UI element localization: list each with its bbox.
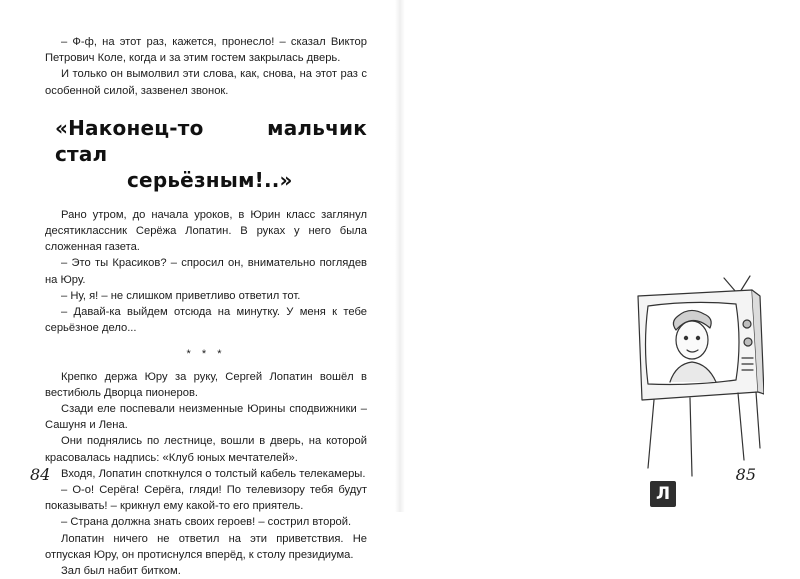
paragraph: Рано утром, до начала уроков, в Юрин класс заглянул десятиклассник Серёжа Лопатин. В руках у него была сложенная газета. xyxy=(45,208,367,254)
paragraph: – О-о! Серёга! Серёга, гляди! По телевизору тебя будут показывать! – крикнул ему какой-то его приятель. xyxy=(45,484,367,513)
page-number-left: 84 xyxy=(30,465,51,484)
tv-illustration xyxy=(632,272,764,482)
paragraph: Сзади еле поспевали неизменные Юрины сподвижники – Сашуня и Лена. xyxy=(45,403,367,432)
publisher-logo-watermark: Л xyxy=(650,481,676,507)
paragraph: – Давай-ка выйдем отсюда на минутку. У меня к тебе серьёзное дело... xyxy=(45,306,367,335)
page-number-right: 85 xyxy=(735,465,756,484)
paragraph: – Ф-ф, на этот раз, кажется, пронесло! – сказал Виктор Петрович Коле, когда и за этим гостем закрылась дверь. xyxy=(45,36,367,65)
section-separator: * * * xyxy=(186,348,226,361)
left-page xyxy=(0,0,400,578)
paragraph: Входя, Лопатин споткнулся о толстый кабель телекамеры. xyxy=(61,467,366,480)
paragraph: – Ну, я! – не слишком приветливо ответил тот. xyxy=(61,289,301,302)
paragraph: Они поднялись по лестнице, вошли в дверь, на которой красовалась надпись: «Клуб юных мечтателей». xyxy=(45,435,367,464)
chapter-heading xyxy=(55,115,367,193)
paragraph: – Страна должна знать своих героев! – сострил второй. xyxy=(61,516,352,529)
paragraph: Зал был набит битком. xyxy=(61,565,181,578)
paragraph: – Это ты Красиков? – спросил он, внимательно поглядев на Юру. xyxy=(45,257,367,286)
chapter-heading-line-1: «Наконец-то мальчик стал xyxy=(55,115,367,166)
chapter-heading-line-2: серьёзным!..» xyxy=(127,167,293,192)
left-page-text xyxy=(45,34,367,579)
paragraph: И только он вымолвил эти слова, как, снова, на этот раз с особенной силой, зазвенел звонок. xyxy=(45,68,367,97)
paragraph: Крепко держа Юру за руку, Сергей Лопатин вошёл в вестибюль Дворца пионеров. xyxy=(45,370,367,399)
paragraph: Лопатин ничего не ответил на эти приветствия. Не отпуская Юру, он протиснулся вперёд, к столу президиума. xyxy=(45,532,367,561)
